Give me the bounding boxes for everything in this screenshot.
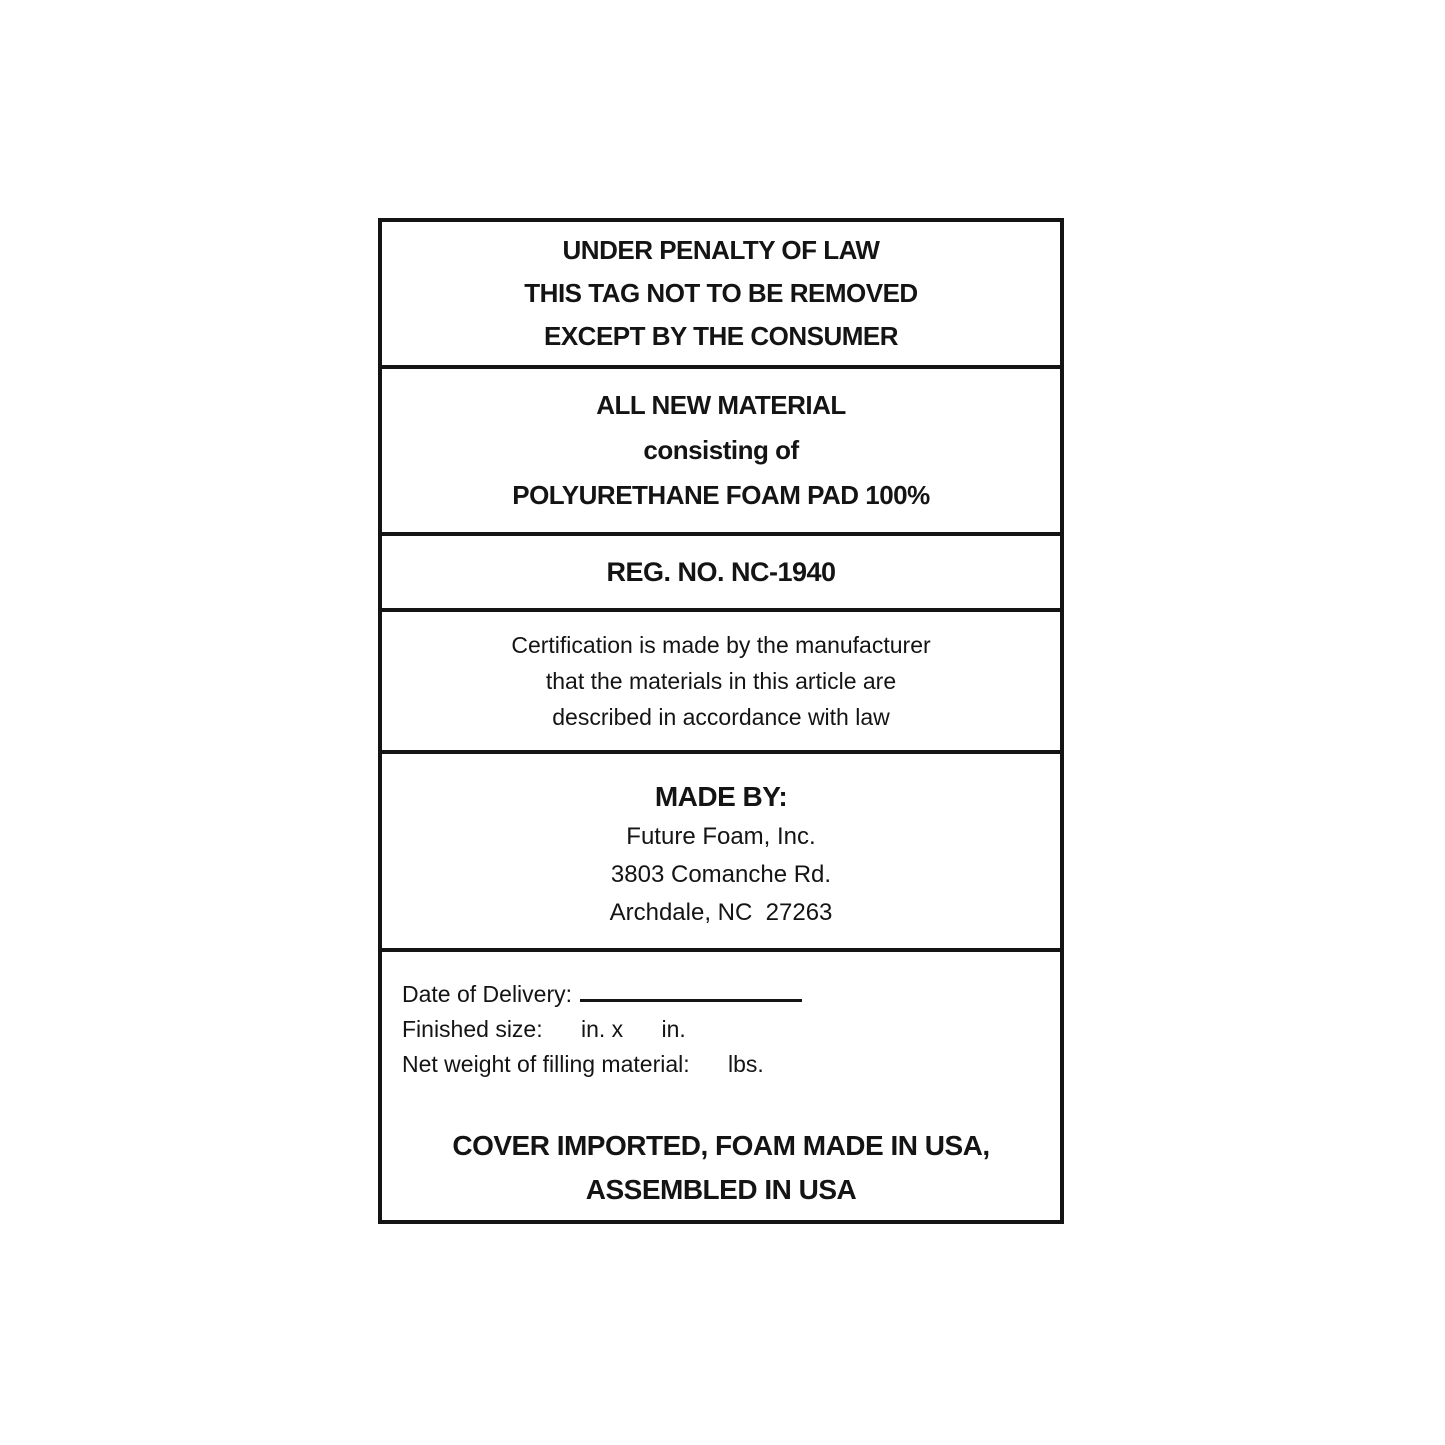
material-section [382, 369, 1060, 536]
made-by-section [382, 754, 1060, 952]
certification-line-1: Certification is made by the manufacturer [511, 632, 931, 658]
certification-section [382, 612, 1060, 754]
manufacturer-address: 3803 Comanche Rd. [610, 861, 832, 888]
registration-number: REG. NO. NC-1940 [606, 556, 836, 587]
certification-line-2: that the materials in this article are [545, 668, 897, 694]
manufacturer-name: Future Foam, Inc. [626, 823, 816, 850]
delivery-section [382, 952, 1060, 1220]
date-of-delivery-blank [580, 976, 802, 1002]
penalty-section [382, 222, 1060, 369]
manufacturer-city-state-zip: Archdale, NC 27263 [609, 899, 833, 926]
finished-size-row: Finished size: in. x in. [402, 1016, 686, 1042]
date-of-delivery-row [402, 976, 1040, 1012]
made-by-heading: MADE BY: [654, 781, 788, 812]
origin-line-1: COVER IMPORTED, FOAM MADE IN USA, [452, 1130, 990, 1161]
material-line-3: POLYURETHANE FOAM PAD 100% [512, 480, 930, 510]
penalty-line-3: EXCEPT BY THE CONSUMER [543, 321, 898, 351]
material-line-1: ALL NEW MATERIAL [596, 390, 846, 420]
law-tag-label [378, 218, 1064, 1224]
penalty-line-1: UNDER PENALTY OF LAW [562, 235, 880, 265]
origin-line-2: ASSEMBLED IN USA [585, 1174, 857, 1205]
certification-line-3: described in accordance with law [552, 704, 890, 730]
registration-section [382, 536, 1060, 612]
origin-statement [402, 1124, 1040, 1212]
penalty-line-2: THIS TAG NOT TO BE REMOVED [524, 278, 918, 308]
net-weight-row: Net weight of filling material: lbs. [402, 1051, 764, 1077]
material-line-2: consisting of [643, 435, 799, 465]
date-of-delivery-label: Date of Delivery: [402, 981, 573, 1007]
